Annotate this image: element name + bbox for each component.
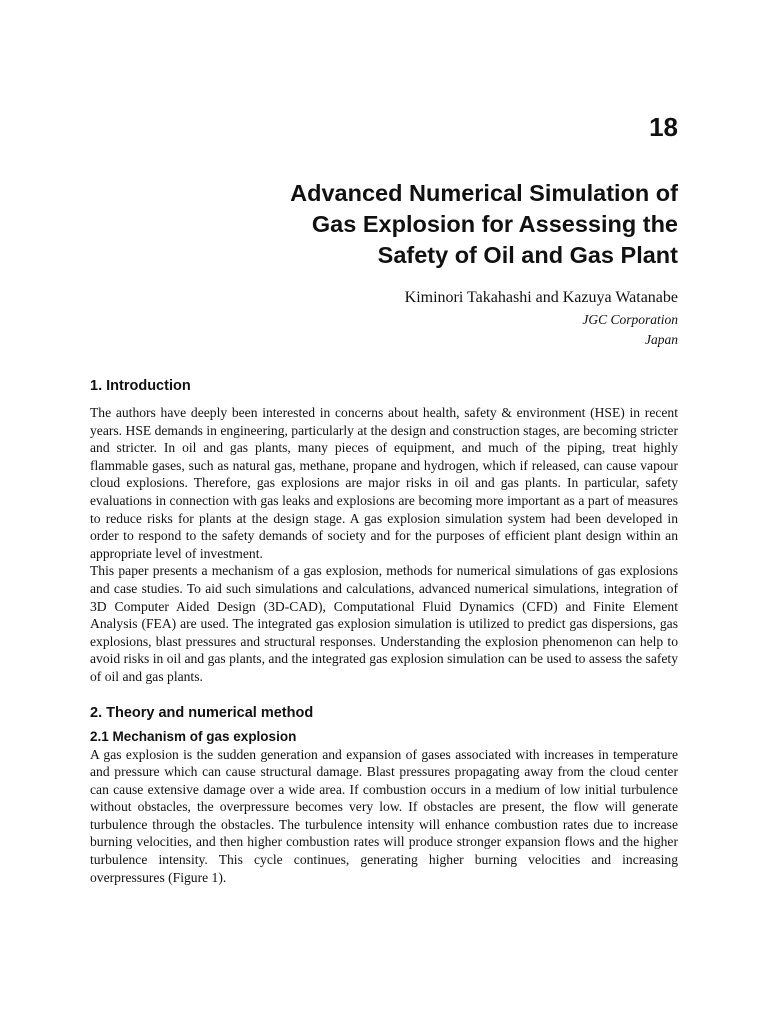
- section-heading-theory: 2. Theory and numerical method: [90, 704, 314, 721]
- paragraph: This paper presents a mechanism of a gas explosion, methods for numerical simulations of gas explosions and case studies. To aid such simulations and calculations, advanced numerical simulations, integration of 3D Computer Aided Design (3D-CAD), Computational Fluid Dynamics (CFD) and Finite Element Analysis (FEA) are used. The integrated gas explosion simulation is utilized to predict gas dispersions, gas explosions, blast pressures and structural responses. Understanding the explosion phenomenon can help to avoid risks in oil and gas plants, and the integrated gas explosion simulation can be used to assess the safety of oil and gas plants.: [90, 563, 678, 684]
- chapter-number: 18: [649, 112, 678, 142]
- paragraph: The authors have deeply been interested in concerns about health, safety & environment (HSE) in recent years. HSE demands in engineering, particularly at the design and construction stages, are becoming stricter and stricter. In oil and gas plants, many pieces of equipment, and much of the piping, treat highly flammable gases, such as natural gas, methane, propane and hydrogen, which if released, can cause vapour cloud explosions. Therefore, gas explosions are major risks in oil and gas plants. In particular, safety evaluations in connection with gas leaks and explosions are becoming more important as a part of measures to reduce risks for plants at the design stage. A gas explosion simulation system had been developed in order to respond to the safety demands of society and for the purposes of efficient plant design within an appropriate level of investment.: [90, 405, 678, 561]
- paragraph: A gas explosion is the sudden generation and expansion of gases associated with increases in temperature and pressure which can cause structural damage. Blast pressures propagating away from the cloud center can cause extensive damage over a wide area. If combustion occurs in a medium of low initial turbulence without obstacles, the overpressure becomes very low. If obstacles are present, the flow will generate turbulence through the obstacles. The turbulence intensity will enhance combustion rates due to increase burning velocities, and then higher combustion rates will produce stronger expansion flows and the higher turbulence intensity. This cycle continues, generating higher burning velocities and increasing overpressures (Figure 1).: [90, 746, 678, 885]
- section-heading-introduction: 1. Introduction: [90, 378, 191, 394]
- chapter-title: [178, 178, 678, 271]
- affiliation-organization: JGC Corporation: [582, 312, 678, 327]
- affiliation-country: Japan: [645, 332, 678, 347]
- chapter-title-line: Gas Explosion for Assessing the: [311, 211, 678, 237]
- body-text: [90, 378, 678, 886]
- subsection-heading-mechanism: 2.1 Mechanism of gas explosion: [90, 728, 297, 744]
- chapter-title-line: Safety of Oil and Gas Plant: [377, 242, 678, 268]
- affiliation: [582, 310, 678, 350]
- chapter-title-line: Advanced Numerical Simulation of: [290, 180, 678, 206]
- authors: Kiminori Takahashi and Kazuya Watanabe: [404, 289, 678, 306]
